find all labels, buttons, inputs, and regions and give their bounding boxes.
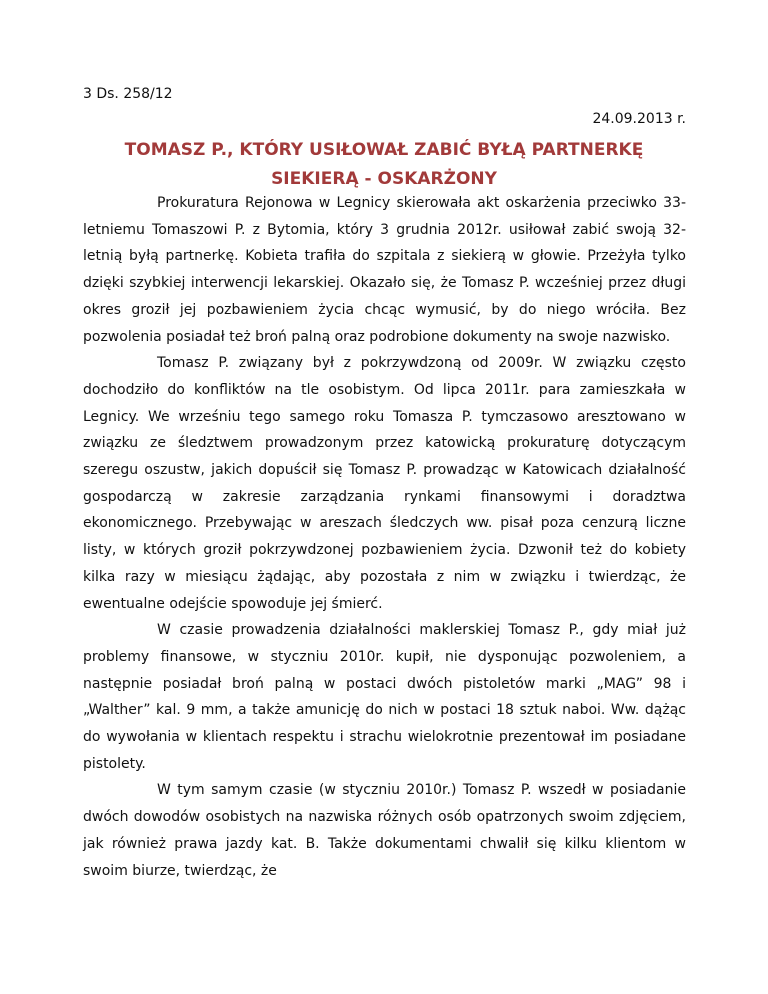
paragraph: Prokuratura Rejonowa w Legnicy skierowała akt oskarżenia przeciwko 33-letniemu Tomaszowi P. z Bytomia, który 3 grudnia 2012r. usiłował zabić swoją 32-letnią byłą partnerkę. Kobieta trafiła do szpitala z siekierą w głowie. Przeżyła tylko dzięki szybkiej interwencji lekarskiej. Okazało się, że Tomasz P. wcześniej przez długi okres groził jej pozbawieniem życia chcąc wymusić, by do niego wróciła. Bez pozwolenia posiadał też broń palną oraz podrobione dokumenty na swoje nazwisko.	[83, 195, 686, 345]
document-title: TOMASZ P., KTÓRY USIŁOWAŁ ZABIĆ BYŁĄ PARTNERKĘ SIEKIERĄ - OSKARŻONY	[124, 140, 644, 189]
document-body	[83, 190, 686, 884]
paragraph: W czasie prowadzenia działalności maklerskiej Tomasz P., gdy miał już problemy finansowe, w styczniu 2010r. kupił, nie dysponując pozwoleniem, a następnie posiadał broń palną w postaci dwóch pistoletów marki „MAG” 98 i „Walther” kal. 9 mm, a także amunicję do nich w postaci 18 sztuk naboi. Ww. dążąc do wywołania w klientach respektu i strachu wielokrotnie prezentował im posiadane pistolety.	[83, 622, 686, 772]
paragraph: Tomasz P. związany był z pokrzywdzoną od 2009r. W związku często dochodziło do konfliktów na tle osobistym. Od lipca 2011r. para zamieszkała w Legnicy. We wrześniu tego samego roku Tomasza P. tymczasowo aresztowano w związku ze śledztwem prowadzonym przez katowicką prokuraturę dotyczącym szeregu oszustw, jakich dopuścił się Tomasz P. prowadząc w Katowicach działalność gospodarczą w zakresie zarządzania rynkami finansowymi i doradztwa ekonomicznego. Przebywając w areszach śledczych ww. pisał poza cenzurą liczne listy, w których groził pokrzywdzonej pozbawieniem życia. Dzwonił też do kobiety kilka razy w miesiącu żądając, aby pozostała z nim w związku i twierdząc, że ewentualne odejście spowoduje jej śmierć.	[83, 355, 686, 612]
case-number: 3 Ds. 258/12	[83, 86, 173, 102]
paragraph: W tym samym czasie (w styczniu 2010r.) Tomasz P. wszedł w posiadanie dwóch dowodów osobistych na nazwiska różnych osób opatrzonych swoim zdjęciem, jak również prawa jazdy kat. B. Także dokumentami chwalił się kilku klientom w swoim biurze, twierdząc, że	[83, 782, 686, 879]
document-date: 24.09.2013 r.	[592, 111, 686, 127]
